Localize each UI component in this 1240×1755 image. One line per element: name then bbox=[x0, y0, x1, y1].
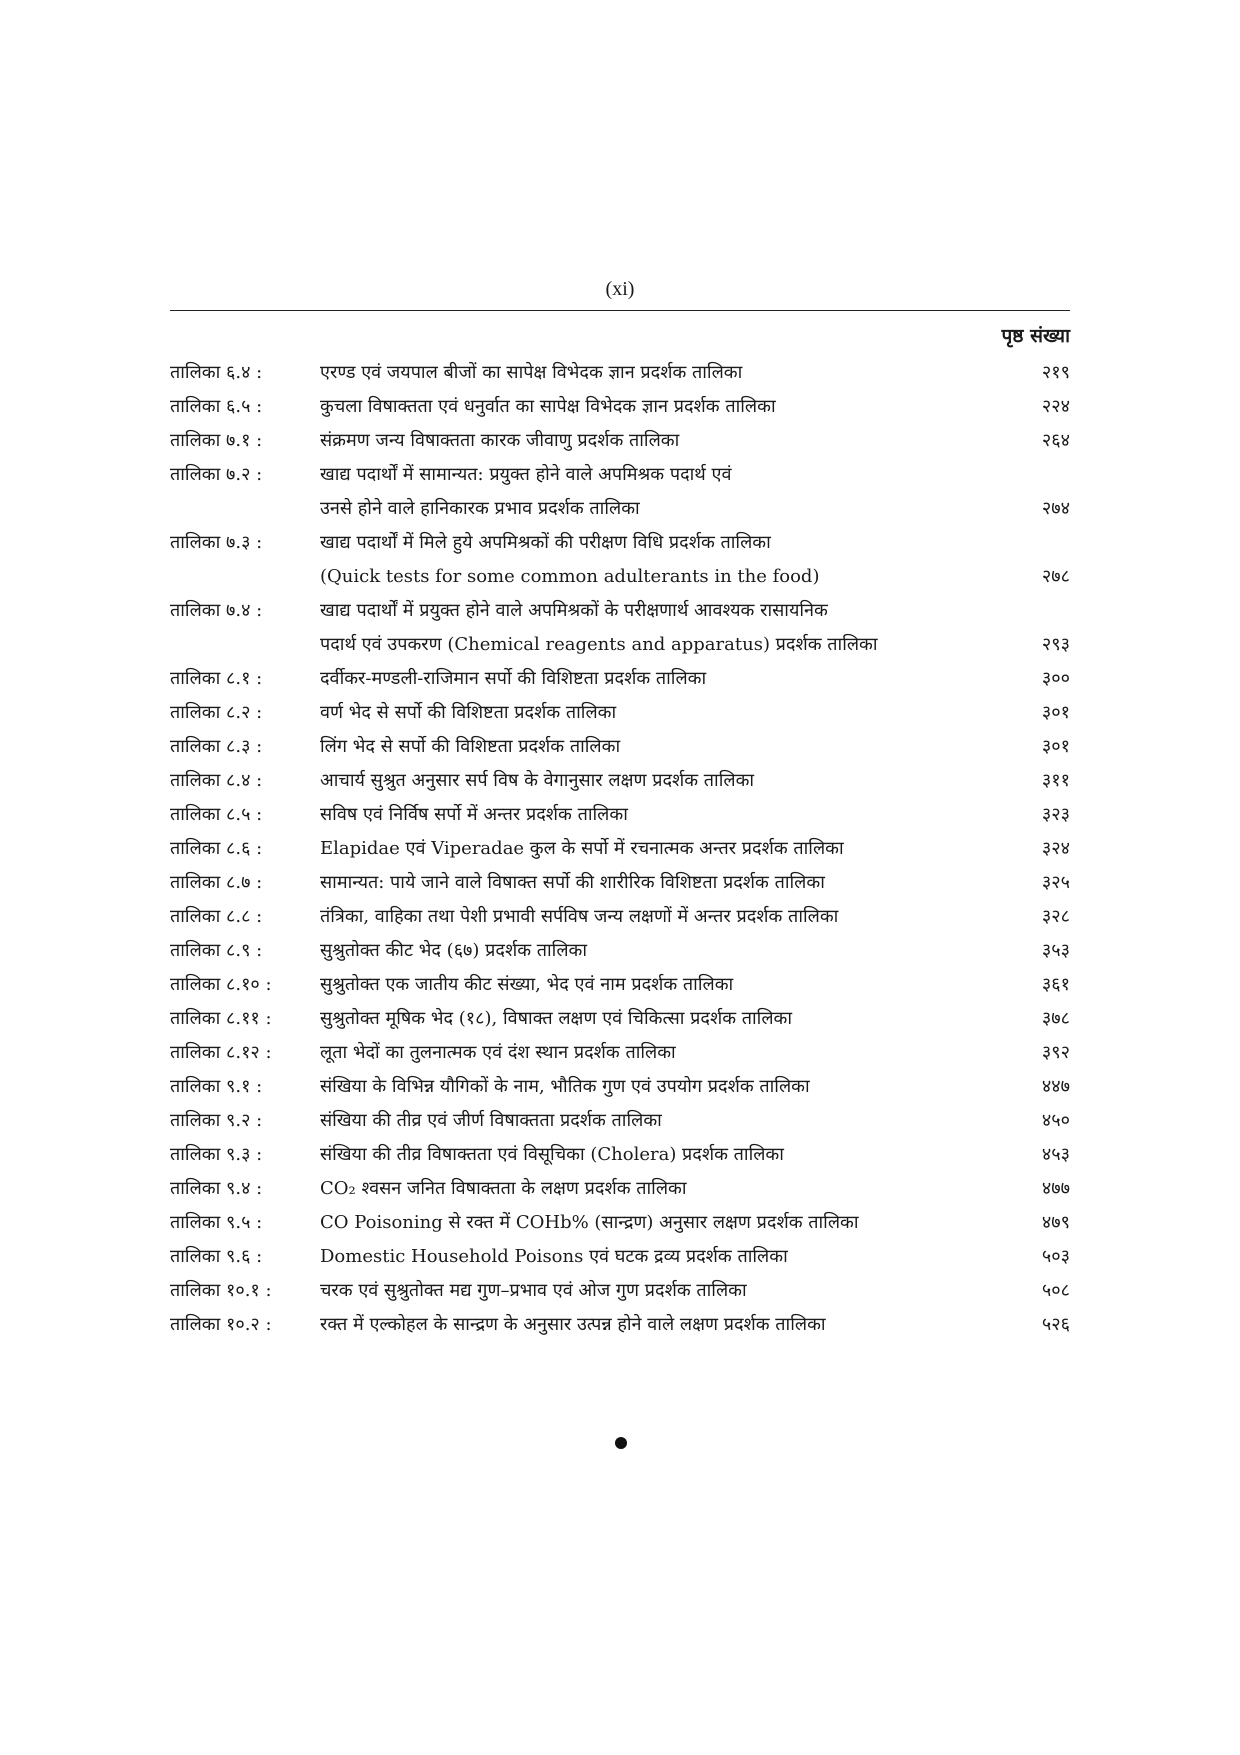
table-title bbox=[320, 798, 1070, 832]
page-ref: ४४७ bbox=[1041, 1076, 1070, 1097]
page-ref: ३२८ bbox=[1041, 906, 1070, 927]
table-label: तालिका ९.१ : bbox=[170, 1076, 263, 1097]
table-title bbox=[320, 424, 1070, 458]
table-title bbox=[320, 1274, 1070, 1308]
title-text: CO₂ श्वसन जनित विषाक्तता के लक्षण प्रदर्शक तालिका bbox=[320, 1178, 687, 1199]
title-line bbox=[320, 628, 1070, 662]
table-title bbox=[320, 390, 1070, 424]
page-ref: २७४ bbox=[1041, 498, 1070, 519]
end-bullet bbox=[615, 1437, 627, 1449]
list-item bbox=[170, 424, 1070, 458]
title-line bbox=[320, 390, 1070, 424]
title-line bbox=[320, 1138, 1070, 1172]
title-text: दर्वीकर-मण्डली-राजिमान सर्पो की विशिष्टता प्रदर्शक तालिका bbox=[320, 668, 707, 689]
table-label: तालिका ८.३ : bbox=[170, 736, 263, 757]
page-ref: २७८ bbox=[1041, 566, 1070, 587]
title-text: तंत्रिका, वाहिका तथा पेशी प्रभावी सर्पविष जन्य लक्षणों में अन्तर प्रदर्शक तालिका bbox=[320, 906, 839, 927]
table-title bbox=[320, 968, 1070, 1002]
title-line bbox=[320, 492, 1070, 526]
table-label: तालिका ८.१ : bbox=[170, 668, 263, 689]
title-line bbox=[320, 900, 1070, 934]
list-item bbox=[170, 1104, 1070, 1138]
table-title bbox=[320, 934, 1070, 968]
table-title bbox=[320, 900, 1070, 934]
table-label: तालिका ८.७ : bbox=[170, 872, 263, 893]
table-label: तालिका ७.२ : bbox=[170, 464, 263, 485]
list-item bbox=[170, 934, 1070, 968]
list-item bbox=[170, 968, 1070, 1002]
table-list bbox=[170, 356, 1070, 1342]
page-ref: ३०१ bbox=[1041, 736, 1070, 757]
page-ref: ३२५ bbox=[1041, 872, 1070, 893]
page-ref: २२४ bbox=[1041, 396, 1070, 417]
title-line bbox=[320, 1002, 1070, 1036]
table-title bbox=[320, 594, 1070, 662]
page-ref: ५०८ bbox=[1041, 1280, 1070, 1301]
title-line bbox=[320, 866, 1070, 900]
table-title bbox=[320, 1308, 1070, 1342]
table-label: तालिका ९.२ : bbox=[170, 1110, 263, 1131]
list-item bbox=[170, 696, 1070, 730]
table-title bbox=[320, 1240, 1070, 1274]
table-label: तालिका ८.८ : bbox=[170, 906, 263, 927]
list-item bbox=[170, 764, 1070, 798]
title-text: Elapidae एवं Viperadae कुल के सर्पो में रचनात्मक अन्तर प्रदर्शक तालिका bbox=[320, 838, 844, 859]
title-text: सविष एवं निर्विष सर्पो में अन्तर प्रदर्शक तालिका bbox=[320, 804, 628, 825]
title-line bbox=[320, 526, 1070, 560]
title-line bbox=[320, 1308, 1070, 1342]
title-line bbox=[320, 968, 1070, 1002]
page-ref: ४५० bbox=[1041, 1110, 1070, 1131]
table-label: तालिका ९.६ : bbox=[170, 1246, 263, 1267]
list-item bbox=[170, 1070, 1070, 1104]
table-label: तालिका ६.५ : bbox=[170, 396, 263, 417]
list-item bbox=[170, 866, 1070, 900]
title-text: सुश्रुतोक्त एक जातीय कीट संख्या, भेद एवं नाम प्रदर्शक तालिका bbox=[320, 974, 734, 995]
title-text: खाद्य पदार्थों में सामान्यत: प्रयुक्त होने वाले अपमिश्रक पदार्थ एवं bbox=[320, 464, 732, 485]
title-line bbox=[320, 832, 1070, 866]
page-number: (xi) bbox=[605, 278, 635, 300]
title-text: वर्ण भेद से सर्पो की विशिष्टता प्रदर्शक तालिका bbox=[320, 702, 617, 723]
table-label: तालिका ८.५ : bbox=[170, 804, 263, 825]
table-title bbox=[320, 1036, 1070, 1070]
title-text: लिंग भेद से सर्पो की विशिष्टता प्रदर्शक तालिका bbox=[320, 736, 621, 757]
list-item bbox=[170, 390, 1070, 424]
title-line bbox=[320, 594, 1070, 628]
list-item bbox=[170, 458, 1070, 526]
page-ref: ३२४ bbox=[1041, 838, 1070, 859]
list-item bbox=[170, 1240, 1070, 1274]
title-line bbox=[320, 1036, 1070, 1070]
title-line bbox=[320, 662, 1070, 696]
table-label: तालिका ७.१ : bbox=[170, 430, 263, 451]
list-item bbox=[170, 798, 1070, 832]
page-ref: ३५३ bbox=[1041, 940, 1070, 961]
table-title bbox=[320, 662, 1070, 696]
table-label: तालिका ७.३ : bbox=[170, 532, 263, 553]
page-ref: २१९ bbox=[1041, 362, 1070, 383]
title-text: रक्त में एल्कोहल के सान्द्रण के अनुसार उत्पन्न होने वाले लक्षण प्रदर्शक तालिका bbox=[320, 1314, 826, 1335]
list-item bbox=[170, 1172, 1070, 1206]
table-title bbox=[320, 1206, 1070, 1240]
table-title bbox=[320, 356, 1070, 390]
table-title bbox=[320, 1138, 1070, 1172]
title-line bbox=[320, 424, 1070, 458]
title-line bbox=[320, 458, 1070, 492]
list-item bbox=[170, 1138, 1070, 1172]
table-title bbox=[320, 1002, 1070, 1036]
table-label: तालिका ८.४ : bbox=[170, 770, 263, 791]
title-text: संखिया के विभिन्न यौगिकों के नाम, भौतिक गुण एवं उपयोग प्रदर्शक तालिका bbox=[320, 1076, 810, 1097]
title-text: खाद्य पदार्थों में प्रयुक्त होने वाले अपमिश्रकों के परीक्षणार्थ आवश्यक रासायनिक bbox=[320, 600, 828, 621]
page-ref: २६४ bbox=[1041, 430, 1070, 451]
list-item bbox=[170, 730, 1070, 764]
title-text: उनसे होने वाले हानिकारक प्रभाव प्रदर्शक तालिका bbox=[320, 498, 640, 519]
table-label: तालिका ८.११ : bbox=[170, 1008, 272, 1029]
page-ref: ३६१ bbox=[1041, 974, 1070, 995]
title-text: (Quick tests for some common adulterants in the food) bbox=[320, 566, 820, 587]
page-ref: ५२६ bbox=[1041, 1314, 1070, 1335]
table-title bbox=[320, 458, 1070, 526]
title-line bbox=[320, 1240, 1070, 1274]
title-text: Domestic Household Poisons एवं घटक द्रव्य प्रदर्शक तालिका bbox=[320, 1246, 788, 1267]
page-ref: ३२३ bbox=[1041, 804, 1070, 825]
table-label: तालिका ९.५ : bbox=[170, 1212, 263, 1233]
title-line bbox=[320, 696, 1070, 730]
list-item bbox=[170, 662, 1070, 696]
table-title bbox=[320, 730, 1070, 764]
title-line bbox=[320, 1172, 1070, 1206]
page-ref: ३०१ bbox=[1041, 702, 1070, 723]
table-label: तालिका १०.१ : bbox=[170, 1280, 272, 1301]
page-ref: २९३ bbox=[1041, 634, 1070, 655]
page-ref: ३७८ bbox=[1041, 1008, 1070, 1029]
table-label: तालिका ८.१० : bbox=[170, 974, 272, 995]
title-text: संखिया की तीव्र विषाक्तता एवं विसूचिका (Cholera) प्रदर्शक तालिका bbox=[320, 1144, 784, 1165]
title-text: कुचला विषाक्तता एवं धनुर्वात का सापेक्ष विभेदक ज्ञान प्रदर्शक तालिका bbox=[320, 396, 776, 417]
table-label: तालिका ८.९ : bbox=[170, 940, 263, 961]
title-line bbox=[320, 1274, 1070, 1308]
table-title bbox=[320, 696, 1070, 730]
list-item bbox=[170, 900, 1070, 934]
title-text: संक्रमण जन्य विषाक्तता कारक जीवाणु प्रदर्शक तालिका bbox=[320, 430, 680, 451]
title-text: आचार्य सुश्रुत अनुसार सर्प विष के वेगानुसार लक्षण प्रदर्शक तालिका bbox=[320, 770, 755, 791]
table-title bbox=[320, 1070, 1070, 1104]
table-label: तालिका ८.२ : bbox=[170, 702, 263, 723]
list-item bbox=[170, 356, 1070, 390]
table-label: तालिका ९.४ : bbox=[170, 1178, 263, 1199]
title-line bbox=[320, 1104, 1070, 1138]
title-line bbox=[320, 560, 1070, 594]
table-title bbox=[320, 866, 1070, 900]
table-title bbox=[320, 1172, 1070, 1206]
list-item bbox=[170, 1308, 1070, 1342]
title-line bbox=[320, 1070, 1070, 1104]
table-label: तालिका ८.६ : bbox=[170, 838, 263, 859]
title-text: संखिया की तीव्र एवं जीर्ण विषाक्तता प्रदर्शक तालिका bbox=[320, 1110, 662, 1131]
title-line bbox=[320, 798, 1070, 832]
title-line bbox=[320, 764, 1070, 798]
page-ref: ३९२ bbox=[1041, 1042, 1070, 1063]
page-ref: ३११ bbox=[1041, 770, 1070, 791]
title-text: सामान्यत: पाये जाने वाले विषाक्त सर्पो की शारीरिक विशिष्टता प्रदर्शक तालिका bbox=[320, 872, 825, 893]
table-label: तालिका ९.३ : bbox=[170, 1144, 263, 1165]
title-text: एरण्ड एवं जयपाल बीजों का सापेक्ष विभेदक ज्ञान प्रदर्शक तालिका bbox=[320, 362, 743, 383]
title-text: पदार्थ एवं उपकरण (Chemical reagents and apparatus) प्रदर्शक तालिका bbox=[320, 634, 878, 655]
table-label: तालिका १०.२ : bbox=[170, 1314, 272, 1335]
title-text: खाद्य पदार्थों में मिले हुये अपमिश्रकों की परीक्षण विधि प्रदर्शक तालिका bbox=[320, 532, 771, 553]
title-text: लूता भेदों का तुलनात्मक एवं दंश स्थान प्रदर्शक तालिका bbox=[320, 1042, 676, 1063]
table-title bbox=[320, 526, 1070, 594]
list-item bbox=[170, 1036, 1070, 1070]
table-title bbox=[320, 832, 1070, 866]
table-label: तालिका ७.४ : bbox=[170, 600, 263, 621]
title-text: सुश्रुतोक्त कीट भेद (६७) प्रदर्शक तालिका bbox=[320, 940, 588, 961]
page-ref: ५०३ bbox=[1041, 1246, 1070, 1267]
title-line bbox=[320, 1206, 1070, 1240]
title-line bbox=[320, 730, 1070, 764]
page-ref: ४७९ bbox=[1041, 1212, 1070, 1233]
title-line bbox=[320, 356, 1070, 390]
title-text: चरक एवं सुश्रुतोक्त मद्य गुण–प्रभाव एवं ओज गुण प्रदर्शक तालिका bbox=[320, 1280, 747, 1301]
list-item bbox=[170, 526, 1070, 594]
list-item bbox=[170, 594, 1070, 662]
page-ref: ४७७ bbox=[1041, 1178, 1070, 1199]
list-item bbox=[170, 1002, 1070, 1036]
header-rule bbox=[170, 310, 1070, 311]
list-item bbox=[170, 1206, 1070, 1240]
page-ref: ४५३ bbox=[1041, 1144, 1070, 1165]
title-text: सुश्रुतोक्त मूषिक भेद (१८), विषाक्त लक्षण एवं चिकित्सा प्रदर्शक तालिका bbox=[320, 1008, 793, 1029]
table-title bbox=[320, 764, 1070, 798]
list-item bbox=[170, 1274, 1070, 1308]
table-label: तालिका ६.४ : bbox=[170, 362, 263, 383]
page-column-heading: पृष्ठ संख्या bbox=[1001, 325, 1070, 347]
page-ref: ३०० bbox=[1041, 668, 1070, 689]
table-title bbox=[320, 1104, 1070, 1138]
table-label: तालिका ८.१२ : bbox=[170, 1042, 272, 1063]
title-line bbox=[320, 934, 1070, 968]
title-text: CO Poisoning से रक्त में COHb% (सान्द्रण) अनुसार लक्षण प्रदर्शक तालिका bbox=[320, 1212, 859, 1233]
list-item bbox=[170, 832, 1070, 866]
